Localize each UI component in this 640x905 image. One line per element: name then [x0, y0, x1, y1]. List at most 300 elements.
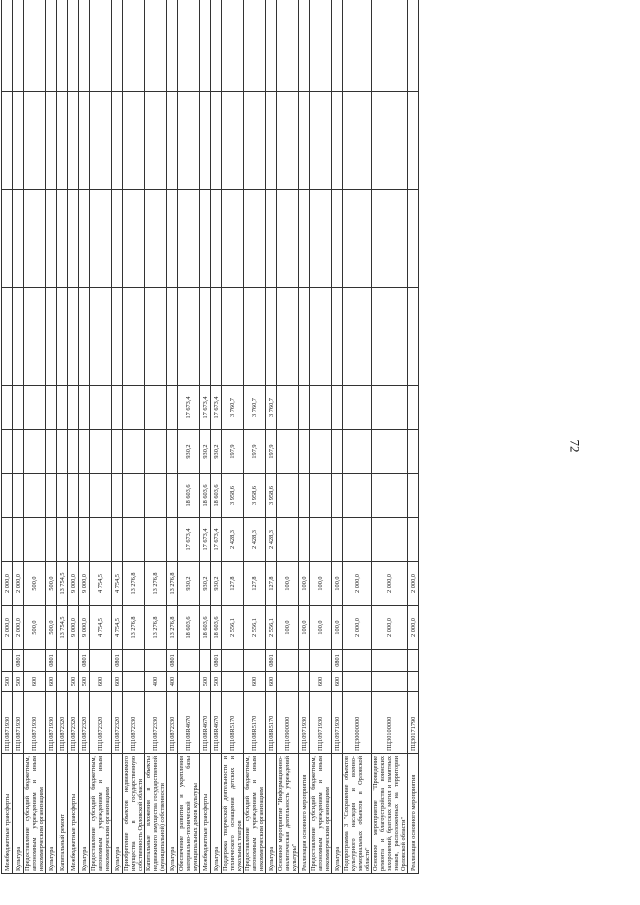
row-vr: 600	[266, 672, 277, 692]
row-value: 100,0	[299, 562, 310, 606]
row-value: 17 673,4	[200, 386, 211, 430]
table-row	[79, 0, 90, 874]
row-value	[277, 288, 299, 386]
row-value: 9 000,0	[68, 562, 79, 606]
row-value: 127,8	[244, 562, 266, 606]
row-rz	[2, 650, 13, 672]
row-value	[2, 0, 13, 92]
row-value	[167, 190, 178, 288]
row-code: ПЦ108R4670	[178, 692, 200, 754]
row-value	[68, 474, 79, 518]
row-rz: 0801	[112, 650, 123, 672]
row-value	[277, 190, 299, 288]
row-value	[332, 288, 343, 386]
row-value	[299, 518, 310, 562]
row-value	[13, 518, 24, 562]
row-rz	[57, 650, 68, 672]
row-value	[310, 0, 332, 92]
row-value	[68, 386, 79, 430]
row-code: ПЦ108R4670	[200, 692, 211, 754]
row-name: Культура	[211, 754, 222, 874]
row-value	[112, 474, 123, 518]
row-vr	[372, 672, 408, 692]
row-value	[332, 92, 343, 190]
row-value	[200, 92, 211, 190]
row-value: 13 276,8	[123, 562, 145, 606]
row-value	[343, 190, 372, 288]
row-value	[343, 474, 372, 518]
row-value	[222, 0, 244, 92]
row-value	[200, 288, 211, 386]
row-value	[57, 518, 68, 562]
row-vr	[343, 672, 372, 692]
row-value	[57, 430, 68, 474]
row-value	[372, 386, 408, 430]
row-value	[332, 518, 343, 562]
row-value	[310, 474, 332, 518]
row-value: 3 958,6	[222, 474, 244, 518]
row-value: 930,2	[211, 430, 222, 474]
row-rz	[343, 650, 372, 672]
row-value	[123, 288, 145, 386]
row-name: Культура	[266, 754, 277, 874]
row-value	[167, 386, 178, 430]
row-value	[266, 0, 277, 92]
row-value: 17 673,4	[178, 386, 200, 430]
row-value	[90, 288, 112, 386]
row-value	[57, 288, 68, 386]
row-value: 3 760,7	[244, 386, 266, 430]
table-row	[2, 0, 13, 874]
row-value	[266, 288, 277, 386]
row-value	[24, 386, 46, 430]
row-value: 127,8	[222, 562, 244, 606]
table-row	[343, 0, 372, 874]
row-value	[244, 288, 266, 386]
row-value: 18 603,6	[178, 474, 200, 518]
row-value	[90, 430, 112, 474]
row-rz: 0801	[46, 650, 57, 672]
row-value	[13, 474, 24, 518]
row-name: Культура	[46, 754, 57, 874]
row-name: Культура	[112, 754, 123, 874]
row-value	[408, 430, 419, 474]
table-row	[266, 0, 277, 874]
row-value	[90, 518, 112, 562]
row-value: 2 000,0	[13, 606, 24, 650]
row-code: ПЦ10971930	[310, 692, 332, 754]
row-value: 930,2	[211, 562, 222, 606]
row-value	[112, 386, 123, 430]
row-value	[24, 190, 46, 288]
row-vr: 400	[145, 672, 167, 692]
row-value	[46, 92, 57, 190]
row-value: 2 428,3	[222, 518, 244, 562]
row-code: ПЦ108R4670	[211, 692, 222, 754]
row-value	[145, 518, 167, 562]
row-value	[112, 0, 123, 92]
row-vr: 500	[211, 672, 222, 692]
row-value	[211, 190, 222, 288]
row-value: 3 958,6	[266, 474, 277, 518]
row-value	[332, 430, 343, 474]
row-value	[46, 430, 57, 474]
row-value	[332, 474, 343, 518]
row-rz	[178, 650, 200, 672]
row-value	[57, 92, 68, 190]
row-value: 9 000,0	[79, 606, 90, 650]
row-value	[24, 92, 46, 190]
row-value: 930,2	[178, 430, 200, 474]
row-code: ПЦ10872320	[57, 692, 68, 754]
row-value	[2, 288, 13, 386]
row-vr	[277, 672, 299, 692]
row-value	[24, 518, 46, 562]
row-value	[2, 474, 13, 518]
row-value: 13 276,8	[123, 606, 145, 650]
row-value: 930,2	[200, 430, 211, 474]
row-vr	[222, 672, 244, 692]
row-name: Обеспечение развития и укрепления материально-технической базы муниципальных домов культуры	[178, 754, 200, 874]
row-value	[2, 386, 13, 430]
table-row	[310, 0, 332, 874]
row-value	[13, 288, 24, 386]
row-value	[310, 92, 332, 190]
row-code: ПЦ108R5170	[244, 692, 266, 754]
row-value	[310, 430, 332, 474]
row-value	[13, 430, 24, 474]
row-value	[299, 430, 310, 474]
row-vr	[178, 672, 200, 692]
row-value: 500,0	[24, 606, 46, 650]
row-vr	[57, 672, 68, 692]
row-value: 500,0	[24, 562, 46, 606]
row-code: ПЦ10872320	[68, 692, 79, 754]
row-value	[112, 430, 123, 474]
row-value: 18 603,6	[211, 474, 222, 518]
row-code: ПЦ10872330	[167, 692, 178, 754]
row-value	[299, 0, 310, 92]
row-vr	[123, 672, 145, 692]
table-row	[408, 0, 419, 874]
row-value	[46, 190, 57, 288]
row-value	[408, 0, 419, 92]
row-value	[79, 386, 90, 430]
row-value: 3 760,7	[222, 386, 244, 430]
row-name: Межбюджетные трансферты	[68, 754, 79, 874]
row-name: Культура	[13, 754, 24, 874]
row-code: ПЦ10871930	[24, 692, 46, 754]
row-name: Межбюджетные трансферты	[200, 754, 211, 874]
row-value: 9 000,0	[68, 606, 79, 650]
row-value: 100,0	[299, 606, 310, 650]
row-value	[332, 190, 343, 288]
row-value	[68, 288, 79, 386]
row-value	[145, 190, 167, 288]
row-value	[244, 0, 266, 92]
row-value	[408, 518, 419, 562]
row-vr: 600	[24, 672, 46, 692]
row-code: ПЦ10971930	[299, 692, 310, 754]
row-vr: 600	[244, 672, 266, 692]
row-value: 17 673,4	[178, 518, 200, 562]
row-value	[266, 190, 277, 288]
row-value	[178, 0, 200, 92]
row-value: 197,9	[244, 430, 266, 474]
table-row	[332, 0, 343, 874]
row-value	[277, 386, 299, 430]
row-value: 2 556,1	[222, 606, 244, 650]
row-value	[90, 92, 112, 190]
row-value	[90, 190, 112, 288]
row-vr: 600	[112, 672, 123, 692]
row-value: 13 276,8	[167, 606, 178, 650]
budget-table	[1, 0, 419, 874]
row-rz: 0801	[332, 650, 343, 672]
row-value	[145, 474, 167, 518]
row-name: Капитальные вложения в объекты недвижимого имущества государственной (муниципальной) собственности	[145, 754, 167, 874]
row-value	[123, 92, 145, 190]
row-value	[79, 518, 90, 562]
row-vr: 600	[46, 672, 57, 692]
table-row	[90, 0, 112, 874]
row-value: 4 754,5	[112, 606, 123, 650]
row-value	[310, 386, 332, 430]
row-value	[277, 518, 299, 562]
row-value: 2 000,0	[408, 606, 419, 650]
row-value: 2 000,0	[408, 562, 419, 606]
row-value	[167, 92, 178, 190]
row-value: 100,0	[277, 606, 299, 650]
row-rz: 0801	[211, 650, 222, 672]
row-value: 17 673,4	[200, 518, 211, 562]
row-rz: 0801	[266, 650, 277, 672]
row-code: ПЦ108R5170	[266, 692, 277, 754]
row-value: 13 754,5	[57, 562, 68, 606]
row-value: 3 760,7	[266, 386, 277, 430]
row-value	[299, 190, 310, 288]
row-value: 100,0	[277, 562, 299, 606]
row-value	[46, 0, 57, 92]
row-rz	[372, 650, 408, 672]
row-value	[343, 430, 372, 474]
row-value	[372, 288, 408, 386]
row-value: 18 603,6	[211, 606, 222, 650]
row-name: Культура	[332, 754, 343, 874]
row-name: Реализация основного мероприятия	[408, 754, 419, 874]
row-value: 4 754,5	[90, 606, 112, 650]
row-value	[343, 386, 372, 430]
row-name: Предоставление субсидий бюджетным, автономным учреждениям и иным некоммерческим организациям	[244, 754, 266, 874]
row-value	[2, 430, 13, 474]
table-body	[2, 0, 419, 874]
row-value: 2 000,0	[2, 562, 13, 606]
row-name: Межбюджетные трансферты	[2, 754, 13, 874]
row-value	[167, 518, 178, 562]
row-vr: 500	[68, 672, 79, 692]
row-value	[68, 92, 79, 190]
row-value: 2 000,0	[372, 606, 408, 650]
row-code: ПЦ10871930	[46, 692, 57, 754]
row-value	[372, 474, 408, 518]
row-rz	[408, 650, 419, 672]
row-rz	[277, 650, 299, 672]
table-row	[68, 0, 79, 874]
table-row	[178, 0, 200, 874]
row-value: 100,0	[332, 606, 343, 650]
table-row	[372, 0, 408, 874]
row-value	[46, 288, 57, 386]
row-value	[112, 92, 123, 190]
row-value	[408, 288, 419, 386]
row-value	[79, 288, 90, 386]
row-value	[372, 92, 408, 190]
row-value	[112, 518, 123, 562]
row-value: 197,9	[266, 430, 277, 474]
row-value	[68, 430, 79, 474]
row-name: Реализация основного мероприятия	[299, 754, 310, 874]
row-value	[222, 288, 244, 386]
row-value: 9 000,0	[79, 562, 90, 606]
table-row	[123, 0, 145, 874]
row-vr: 400	[167, 672, 178, 692]
row-code: ПЦ10871930	[2, 692, 13, 754]
row-value	[211, 0, 222, 92]
row-name: Культура	[167, 754, 178, 874]
row-vr: 600	[90, 672, 112, 692]
row-vr	[408, 672, 419, 692]
row-rz	[145, 650, 167, 672]
row-value	[167, 474, 178, 518]
row-value	[145, 0, 167, 92]
row-value	[277, 430, 299, 474]
row-value	[145, 92, 167, 190]
table-row	[211, 0, 222, 874]
row-value	[277, 0, 299, 92]
row-value	[145, 430, 167, 474]
row-value	[310, 190, 332, 288]
table-row	[200, 0, 211, 874]
row-value	[46, 518, 57, 562]
row-value	[200, 0, 211, 92]
row-value	[310, 288, 332, 386]
row-value	[244, 190, 266, 288]
row-rz	[310, 650, 332, 672]
row-value	[343, 288, 372, 386]
row-value: 2 000,0	[372, 562, 408, 606]
row-value	[2, 518, 13, 562]
row-rz	[222, 650, 244, 672]
row-rz	[24, 650, 46, 672]
row-value	[299, 474, 310, 518]
row-value: 2 000,0	[343, 562, 372, 606]
row-value	[24, 0, 46, 92]
row-value	[266, 92, 277, 190]
row-value	[24, 288, 46, 386]
row-value	[57, 474, 68, 518]
row-code: ПЦ108R5170	[222, 692, 244, 754]
row-value	[2, 190, 13, 288]
row-value: 18 603,6	[200, 474, 211, 518]
row-value	[167, 430, 178, 474]
row-value	[299, 288, 310, 386]
row-value: 17 673,4	[211, 518, 222, 562]
row-code: ПЦ30171790	[408, 692, 419, 754]
row-value	[222, 190, 244, 288]
row-code: ПЦ30000000	[343, 692, 372, 754]
row-value	[372, 430, 408, 474]
row-value: 3 958,6	[244, 474, 266, 518]
row-code: ПЦ30100000	[372, 692, 408, 754]
row-value	[90, 386, 112, 430]
row-value: 13 276,8	[145, 562, 167, 606]
row-value	[211, 288, 222, 386]
row-name: Предоставление субсидий бюджетным, автономным учреждениям и иным некоммерческим организациям	[24, 754, 46, 874]
row-value	[145, 386, 167, 430]
row-value: 18 603,6	[200, 606, 211, 650]
row-code: ПЦ10872330	[145, 692, 167, 754]
row-value	[332, 0, 343, 92]
row-value: 2 000,0	[2, 606, 13, 650]
row-code: ПЦ10871930	[13, 692, 24, 754]
row-value	[57, 386, 68, 430]
row-value	[408, 92, 419, 190]
row-value	[167, 0, 178, 92]
row-value: 4 754,5	[112, 562, 123, 606]
row-value: 2 556,1	[244, 606, 266, 650]
row-value	[68, 518, 79, 562]
table-row	[222, 0, 244, 874]
row-value	[46, 474, 57, 518]
row-value	[244, 92, 266, 190]
row-value	[123, 190, 145, 288]
row-vr: 600	[332, 672, 343, 692]
row-code: ПЦ10971930	[332, 692, 343, 754]
row-value	[13, 190, 24, 288]
rotated-page	[1, 34, 561, 874]
row-value: 18 603,6	[178, 606, 200, 650]
row-value	[112, 190, 123, 288]
row-name: Приобретение объектов недвижимого имущества в государственную собственность Орловской области	[123, 754, 145, 874]
row-value	[277, 92, 299, 190]
row-value	[79, 0, 90, 92]
row-rz	[68, 650, 79, 672]
row-value: 2 000,0	[343, 606, 372, 650]
row-value	[79, 430, 90, 474]
row-value	[46, 386, 57, 430]
row-value	[178, 92, 200, 190]
row-rz: 0801	[79, 650, 90, 672]
row-value: 13 754,5	[57, 606, 68, 650]
row-value	[408, 190, 419, 288]
row-rz	[244, 650, 266, 672]
table-row	[277, 0, 299, 874]
page-number: 72	[567, 439, 583, 453]
row-value: 13 276,8	[145, 606, 167, 650]
row-value: 100,0	[332, 562, 343, 606]
row-value: 13 276,8	[167, 562, 178, 606]
row-value	[178, 288, 200, 386]
row-value	[145, 288, 167, 386]
row-name: Подпрограмма 3 "Сохранение объектов культурного наследия и военно-мемориальных объектов в Орловской области"	[343, 754, 372, 874]
row-value: 500,0	[46, 562, 57, 606]
row-value	[408, 474, 419, 518]
row-value	[211, 92, 222, 190]
row-value: 2 428,3	[244, 518, 266, 562]
row-name: Основное мероприятие "Информационно-аналитическая деятельность учреждений культуры"	[277, 754, 299, 874]
row-value	[123, 474, 145, 518]
row-name: Предоставление субсидий бюджетным, автономным учреждениям и иным некоммерческим организациям	[90, 754, 112, 874]
